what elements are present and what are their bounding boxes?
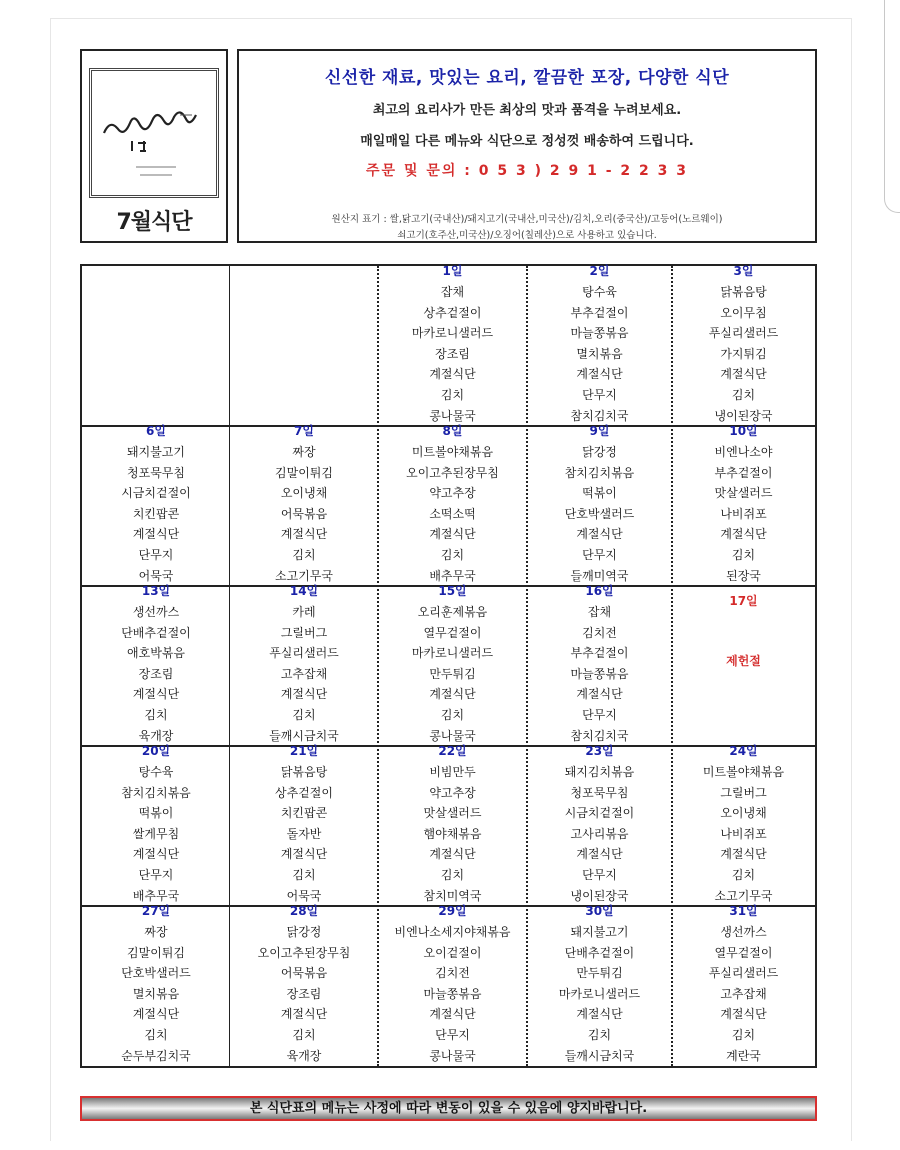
menu-item: 단무지	[582, 548, 617, 562]
menu-item: 계절식단	[576, 687, 623, 702]
menu-item: 마늘쫑볶음	[570, 326, 629, 341]
menu-item: 콩나물국	[429, 1048, 476, 1063]
menu-item: 잡채	[587, 605, 612, 619]
menu-item: 어묵볶음	[280, 966, 328, 981]
menu-item: 계절식단	[576, 367, 623, 382]
day-number: 2일	[589, 264, 610, 278]
menu-item: 생선까스	[720, 925, 767, 939]
menu-item: 들깨시금치국	[269, 728, 339, 743]
day-number: 3일	[733, 264, 754, 278]
menu-item: 배추무국	[132, 888, 180, 903]
menu-item: 계절식단	[280, 527, 328, 542]
menu-item: 단배추겉절이	[564, 945, 635, 960]
menu-item: 육개장	[286, 1048, 322, 1063]
menu-item: 마카로니샐러드	[411, 326, 494, 341]
menu-item: 고사리볶음	[570, 826, 629, 841]
menu-item: 김치	[731, 868, 756, 882]
menu-item: 된장국	[726, 568, 761, 583]
menu-item: 김치	[292, 1028, 316, 1042]
menu-item: 참치김치국	[570, 408, 629, 423]
menu-item: 계절식단	[576, 527, 623, 542]
menu-item: 어묵국	[286, 888, 322, 903]
menu-item: 비엔나소세지야채볶음	[394, 925, 511, 939]
day-cell	[378, 426, 527, 586]
menu-item: 부추겉절이	[570, 305, 629, 320]
menu-item: 가지튀김	[720, 346, 767, 361]
menu-item: 탕수육	[138, 765, 174, 779]
menu-item: 계절식단	[720, 527, 767, 542]
menu-item: 떡볶이	[582, 486, 617, 501]
holiday-label: 제헌절	[726, 654, 761, 668]
menu-item: 그릴버그	[280, 625, 328, 640]
menu-item: 치킨팝콘	[280, 806, 328, 821]
brand-logo	[89, 68, 219, 198]
intro-line-1: 최고의 요리사가 만든 최상의 맛과 품격을 누려보세요.	[372, 103, 682, 118]
day-number: 1일	[442, 264, 463, 278]
menu-item: 참치김치볶음	[564, 465, 635, 480]
menu-item: 육개장	[138, 728, 174, 743]
day-cell	[527, 426, 672, 586]
day-number: 24일	[729, 744, 758, 758]
menu-item: 마카로니샐러드	[558, 986, 641, 1001]
menu-item: 카레	[292, 605, 316, 619]
menu-item: 돼지불고기	[570, 925, 629, 939]
day-number: 8일	[442, 424, 463, 438]
menu-item: 장조림	[286, 986, 322, 1001]
menu-item: 김치	[731, 548, 756, 562]
menu-item: 계절식단	[429, 1007, 476, 1022]
day-cell	[378, 586, 527, 746]
menu-item: 소고기무국	[714, 888, 773, 903]
menu-item: 미트볼야채볶음	[411, 445, 494, 459]
menu-item: 계절식단	[576, 847, 623, 862]
menu-item: 콩나물국	[429, 408, 476, 423]
menu-item: 비빔만두	[429, 765, 476, 779]
menu-item: 김치	[292, 708, 316, 722]
menu-item: 계절식단	[132, 1007, 180, 1022]
menu-item: 닭볶음탕	[720, 285, 767, 299]
menu-item: 계절식단	[280, 1007, 328, 1022]
menu-item: 계절식단	[576, 1007, 623, 1022]
menu-item: 푸실리샐러드	[269, 646, 339, 661]
menu-item: 나비쥐포	[720, 826, 767, 841]
menu-item: 계절식단	[132, 687, 180, 702]
menu-item: 열무겉절이	[423, 625, 482, 640]
menu-item: 김치	[292, 868, 316, 882]
menu-item: 짜장	[292, 445, 316, 459]
menu-item: 들깨시금치국	[564, 1048, 635, 1063]
day-cell	[527, 266, 672, 426]
origin-notice-2: 쇠고기(호주산,미국산)/오징어(칠레산)으로 사용하고 있습니다.	[397, 230, 657, 241]
menu-item: 김말이튀김	[127, 945, 185, 960]
menu-item: 오이냉채	[280, 486, 328, 501]
menu-item: 김치	[292, 548, 316, 562]
menu-item: 장조림	[435, 346, 470, 361]
day-number: 27일	[141, 904, 171, 918]
menu-item: 계절식단	[132, 527, 180, 542]
scrollbar-edge[interactable]	[884, 0, 900, 213]
day-cell	[82, 426, 230, 586]
menu-item: 김치	[440, 388, 465, 402]
menu-item: 계절식단	[429, 527, 476, 542]
menu-item: 오리훈제볶음	[417, 605, 488, 619]
slogan: 신선한 재료, 맛있는 요리, 깔끔한 포장, 다양한 식단	[324, 68, 730, 88]
menu-item: 돼지불고기	[127, 445, 185, 459]
day-cell	[230, 746, 378, 906]
menu-item: 계절식단	[280, 687, 328, 702]
menu-item: 단호박샐러드	[121, 966, 191, 981]
menu-item: 비엔나소야	[714, 445, 773, 459]
day-cell	[672, 586, 815, 746]
menu-item: 멸치볶음	[576, 346, 623, 361]
menu-item: 단배추겉절이	[121, 625, 191, 640]
menu-item: 청포묵무침	[127, 465, 185, 480]
day-number: 6일	[146, 424, 166, 438]
menu-item: 계절식단	[429, 367, 476, 382]
menu-item: 단무지	[582, 388, 617, 402]
notice-banner: 본 식단표의 메뉴는 사정에 따라 변동이 있을 수 있음에 양지바랍니다.	[80, 1096, 817, 1121]
menu-item: 마늘쫑볶음	[423, 986, 482, 1001]
day-number: 28일	[289, 904, 319, 918]
menu-item: 닭강정	[286, 925, 322, 939]
day-number: 17일	[729, 594, 758, 608]
menu-item: 짜장	[144, 925, 168, 939]
menu-item: 단무지	[582, 868, 617, 882]
menu-item: 어묵국	[138, 568, 174, 583]
menu-item: 닭볶음탕	[280, 765, 328, 779]
day-number: 7일	[294, 424, 314, 438]
menu-item: 돌자반	[286, 826, 322, 841]
menu-item: 들깨미역국	[570, 568, 629, 583]
menu-item: 생선까스	[132, 605, 180, 619]
menu-item: 상추겉절이	[275, 785, 333, 800]
menu-item: 단무지	[138, 548, 174, 562]
menu-item: 김치	[587, 1028, 612, 1042]
menu-item: 고추잡채	[280, 666, 328, 681]
menu-item: 오이무침	[720, 305, 767, 320]
day-number: 22일	[438, 744, 467, 758]
logo-panel	[80, 49, 228, 243]
menu-item: 그릴버그	[720, 785, 767, 800]
menu-item: 김치	[731, 1028, 756, 1042]
menu-item: 오이겉절이	[423, 945, 482, 960]
day-cell	[672, 906, 815, 1066]
day-cell	[672, 746, 815, 906]
menu-item: 단무지	[138, 868, 174, 882]
menu-item: 푸실리샐러드	[708, 966, 779, 981]
menu-item: 만두튀김	[576, 966, 623, 981]
menu-item: 김치	[440, 868, 465, 882]
menu-item: 상추겉절이	[423, 305, 482, 320]
day-cell	[672, 426, 815, 586]
day-cell	[230, 906, 378, 1066]
origin-notice-1: 원산지 표기 : 쌀,닭고기(국내산)/돼지고기(국내산,미국산)/김치,오리(중국산)/고등어(노르웨이)	[331, 214, 723, 225]
menu-item: 오이고추된장무침	[406, 465, 499, 480]
menu-item: 미트볼야채볶음	[702, 765, 785, 779]
menu-item: 햄야채볶음	[423, 826, 482, 841]
day-cell	[82, 746, 230, 906]
menu-item: 청포묵무침	[570, 785, 629, 800]
menu-item: 김치	[144, 708, 168, 722]
menu-item: 냉이된장국	[570, 888, 629, 903]
menu-item: 쌀게무침	[132, 826, 180, 841]
day-number: 15일	[438, 584, 467, 598]
logo-calligraphy-icon	[92, 71, 216, 195]
menu-item: 맛살샐러드	[714, 486, 773, 501]
menu-item: 닭강정	[582, 445, 617, 459]
month-title: 7월식단	[116, 210, 192, 235]
menu-item: 치킨팝콘	[132, 506, 180, 521]
menu-item: 참치김치국	[570, 728, 629, 743]
order-phone: 주문 및 문의 : 0 5 3 ) 2 9 1 - 2 2 3 3	[366, 163, 688, 179]
day-cell	[527, 746, 672, 906]
day-number: 13일	[141, 584, 171, 598]
menu-item: 시금치겉절이	[121, 486, 191, 501]
menu-table	[80, 264, 817, 1068]
menu-item: 김치	[731, 388, 756, 402]
day-cell	[672, 266, 815, 426]
menu-item: 콩나물국	[429, 728, 476, 743]
day-number: 16일	[585, 584, 614, 598]
day-cell	[378, 906, 527, 1066]
menu-item: 떡볶이	[138, 806, 174, 821]
info-panel	[237, 49, 817, 243]
menu-item: 계란국	[726, 1048, 761, 1063]
menu-item: 나비쥐포	[720, 506, 767, 521]
menu-item: 김치	[144, 1028, 168, 1042]
day-cell	[378, 266, 527, 426]
day-number: 21일	[289, 744, 319, 758]
menu-item: 맛살샐러드	[423, 806, 482, 821]
menu-item: 참치김치볶음	[121, 785, 191, 800]
day-cell	[82, 906, 230, 1066]
day-number: 31일	[729, 904, 758, 918]
day-cell	[527, 906, 672, 1066]
menu-item: 푸실리샐러드	[708, 326, 779, 341]
menu-item: 고추잡채	[720, 986, 767, 1001]
menu-item: 만두튀김	[429, 666, 476, 681]
menu-item: 멸치볶음	[132, 986, 180, 1001]
menu-item: 잡채	[440, 285, 465, 299]
menu-item: 순두부김치국	[121, 1048, 191, 1063]
menu-item: 어묵볶음	[280, 506, 328, 521]
menu-item: 계절식단	[429, 687, 476, 702]
menu-item: 시금치겉절이	[564, 806, 635, 821]
menu-item: 참치미역국	[423, 888, 482, 903]
day-number: 9일	[589, 424, 610, 438]
menu-item: 마늘쫑볶음	[570, 666, 629, 681]
menu-item: 마카로니샐러드	[411, 646, 494, 661]
menu-item: 소고기무국	[275, 568, 333, 583]
day-cell	[82, 586, 230, 746]
menu-item: 단무지	[435, 1028, 470, 1042]
menu-item: 계절식단	[720, 1007, 767, 1022]
day-number: 23일	[585, 744, 614, 758]
menu-item: 김치	[440, 548, 465, 562]
menu-item: 오이냉채	[720, 806, 767, 821]
menu-item: 열무겉절이	[714, 945, 773, 960]
menu-item: 배추무국	[429, 568, 476, 583]
menu-item: 김치전	[435, 966, 470, 981]
menu-item: 약고추장	[429, 486, 476, 501]
menu-item: 돼지김치볶음	[564, 765, 635, 779]
menu-item: 소떡소떡	[429, 506, 476, 521]
menu-item: 약고추장	[429, 785, 476, 800]
day-cell	[230, 426, 378, 586]
menu-item: 김말이튀김	[275, 465, 333, 480]
day-cell	[527, 586, 672, 746]
day-cell	[230, 586, 378, 746]
day-number: 10일	[729, 424, 758, 438]
menu-item: 부추겉절이	[714, 465, 773, 480]
menu-item: 탕수육	[582, 285, 617, 299]
menu-item: 부추겉절이	[570, 646, 629, 661]
day-number: 20일	[141, 744, 171, 758]
day-cell	[378, 746, 527, 906]
menu-item: 김치	[440, 708, 465, 722]
menu-item: 단무지	[582, 708, 617, 722]
menu-item: 단호박샐러드	[564, 506, 635, 521]
menu-item: 계절식단	[720, 847, 767, 862]
intro-line-2: 매일매일 다른 메뉴와 식단으로 정성껏 배송하여 드립니다.	[360, 134, 694, 149]
menu-item: 오이고추된장무침	[257, 945, 351, 960]
menu-item: 계절식단	[720, 367, 767, 382]
menu-item: 계절식단	[132, 847, 180, 862]
menu-item: 애호박볶음	[127, 646, 185, 661]
menu-item: 장조림	[138, 666, 174, 681]
menu-item: 냉이된장국	[714, 408, 773, 423]
day-number: 30일	[585, 904, 614, 918]
menu-item: 계절식단	[429, 847, 476, 862]
day-number: 29일	[438, 904, 467, 918]
menu-item: 김치전	[582, 625, 617, 640]
day-number: 14일	[289, 584, 319, 598]
menu-item: 계절식단	[280, 847, 328, 862]
